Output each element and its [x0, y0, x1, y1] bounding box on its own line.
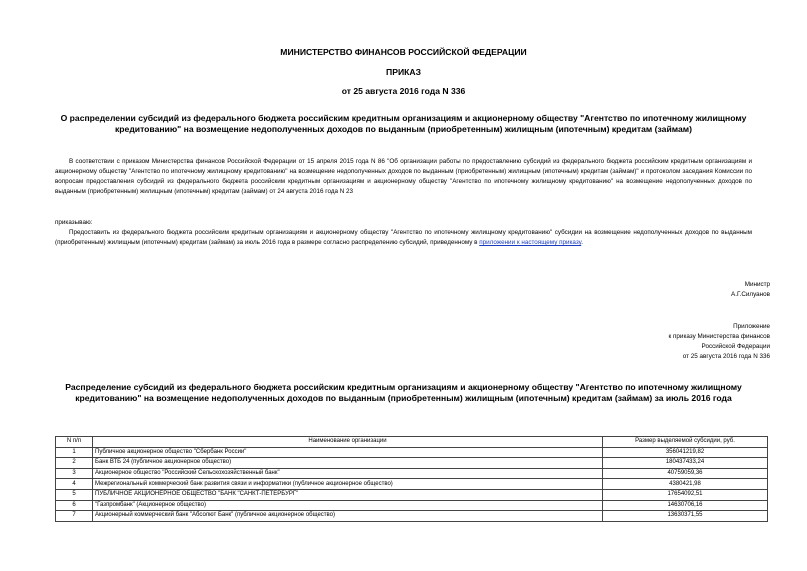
- cell-subsidy: 180437433,24: [603, 458, 768, 469]
- cell-num: 5: [56, 489, 93, 500]
- appendix-line-2: Российской Федерации: [701, 343, 770, 350]
- signature-name: А.Г.Силуанов: [731, 291, 770, 298]
- order-paragraph: [55, 228, 752, 248]
- distribution-title: [0, 382, 807, 404]
- table-row: [56, 511, 768, 522]
- cell-subsidy: 17654092,51: [603, 489, 768, 500]
- cell-subsidy: 4380421,98: [603, 479, 768, 490]
- table-row: [56, 447, 768, 458]
- order-word: приказываю:: [55, 219, 93, 226]
- order-title-line-2: кредитованию" на возмещение недополученных доходов по выданным (приобретенным) жилищным (ипотечным) кредитам (займам): [115, 124, 692, 134]
- appendix-label: Приложение: [733, 323, 770, 330]
- order-title: [0, 113, 807, 135]
- cell-organization: Акционерный коммерческий банк "Абсолют Банк" (публичное акционерное общество): [93, 511, 603, 522]
- preamble-paragraph: В соответствии с приказом Министерства финансов Российской Федерации от 15 апреля 2015 года N 86 "Об организации работы по предоставлению субсидий из федерального бюджета российским кредитным организациям и акционерному обществу "Агентство по ипотечному жилищному кредитованию" на возмещение недополученных доходов по выданным (приобретенным) жилищным (ипотечным) кредитам (займам)" и протоколом заседания Комиссии по вопросам предоставления субсидий из федерального бюджета российским кредитным организациям и акционерному обществу "Агентство по ипотечному жилищному кредитованию" на возмещение недополученных доходов по выданным (приобретенным) жилищным (ипотечным) кредитам (займам) от 24 августа 2016 года N 23: [55, 158, 752, 195]
- cell-num: 1: [56, 447, 93, 458]
- cell-organization: "Газпромбанк" (Акционерное общество): [93, 500, 603, 511]
- table-body: [56, 447, 768, 521]
- doc-type-heading: ПРИКАЗ: [386, 67, 421, 77]
- order-text: Предоставить из федерального бюджета российским кредитным организациям и акционерному обществу "Агентство по ипотечному жилищному кредитованию" субсидии на возмещение недополученных доходов по выданным (приобретенным) жилищным (ипотечным) кредитам (займам) за июль 2016 года в размере согласно распределению субсидий, приведенному в: [55, 229, 752, 246]
- cell-num: 4: [56, 479, 93, 490]
- distribution-title-line-2: кредитованию" на возмещение недополученных доходов по выданным (приобретенным) жилищным (ипотечным) кредитам (займам) за июль 2016 года: [75, 393, 732, 403]
- cell-num: 6: [56, 500, 93, 511]
- table-row: [56, 479, 768, 490]
- appendix-line-3: от 25 августа 2016 года N 336: [682, 353, 770, 360]
- table-row: [56, 468, 768, 479]
- cell-num: 2: [56, 458, 93, 469]
- cell-subsidy: 14630706,16: [603, 500, 768, 511]
- cell-subsidy: 13630371,55: [603, 511, 768, 522]
- table-header-row: [56, 437, 768, 448]
- doc-date: от 25 августа 2016 года N 336: [341, 86, 466, 96]
- cell-organization: Банк ВТБ 24 (публичное акционерное общество): [93, 458, 603, 469]
- appendix-link[interactable]: приложении к настоящему приказу: [479, 239, 582, 246]
- cell-organization: Межрегиональный коммерческий банк развития связи и информатики (публичное акционерное общество): [93, 479, 603, 490]
- signature-position: Министр: [744, 281, 770, 288]
- table-row: [56, 500, 768, 511]
- header-num: N п/п: [56, 437, 93, 448]
- order-end: .: [581, 239, 583, 246]
- cell-organization: ПУБЛИЧНОЕ АКЦИОНЕРНОЕ ОБЩЕСТВО "БАНК "САНКТ-ПЕТЕРБУРГ": [93, 489, 603, 500]
- cell-subsidy: 40759059,36: [603, 468, 768, 479]
- subsidy-table: [55, 436, 768, 522]
- cell-organization: Публичное акционерное общество "Сбербанк России": [93, 447, 603, 458]
- order-title-line-1: О распределении субсидий из федерального бюджета российским кредитным организациям и акционерному обществу "Агентство по ипотечному жилищному: [60, 113, 747, 123]
- signature-block: [731, 280, 770, 300]
- cell-num: 7: [56, 511, 93, 522]
- header-name: Наименование организации: [93, 437, 603, 448]
- cell-num: 3: [56, 468, 93, 479]
- appendix-block: [669, 322, 770, 362]
- cell-organization: Акционерное общество "Российский Сельскохозяйственный банк": [93, 468, 603, 479]
- cell-subsidy: 356041219,82: [603, 447, 768, 458]
- table-row: [56, 489, 768, 500]
- header-sum: Размер выделяемой субсидии, руб.: [603, 437, 768, 448]
- appendix-line-1: к приказу Министерства финансов: [668, 333, 770, 340]
- distribution-title-line-1: Распределение субсидий из федерального бюджета российским кредитным организациям и акционерному обществу "Агентство по ипотечному жилищному: [65, 382, 742, 392]
- ministry-heading: МИНИСТЕРСТВО ФИНАНСОВ РОССИЙСКОЙ ФЕДЕРАЦИИ: [280, 47, 527, 57]
- table-row: [56, 458, 768, 469]
